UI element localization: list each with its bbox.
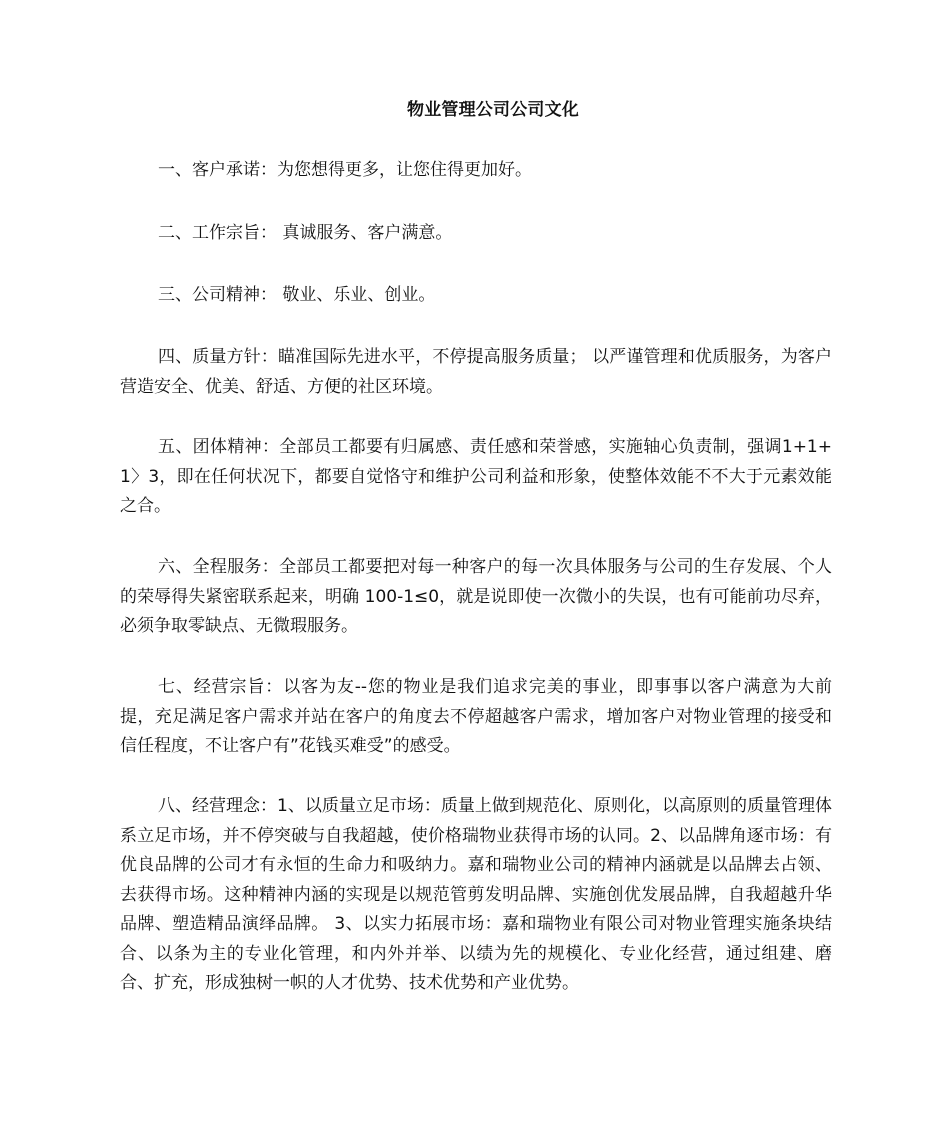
paragraph-team-spirit: 五、团体精神：全部员工都要有归属感、责任感和荣誉感，实施轴心负责制，强调1+1+1〉3，即在任何状况下，都要自觉恪守和维护公司利益和形象，使整体效能不不大于元素效能之合。 (120, 437, 832, 516)
paragraph-work-purpose: 二、工作宗旨： 真诚服务、客户满意。 (158, 223, 453, 243)
paragraph-customer-promise: 一、客户承诺：为您想得更多，让您住得更加好。 (158, 160, 532, 180)
paragraph-full-service: 六、全程服务：全部员工都要把对每一种客户的每一次具体服务与公司的生存发展、个人的荣辱得失紧密联系起来，明确 100-1≤0，就是说即使一次微小的失误，也有可能前功尽弃，必须争取零缺点、无微瑕服务。 (120, 557, 832, 636)
paragraph-business-purpose: 七、经营宗旨：以客为友--您的物业是我们追求完美的事业，即事事以客户满意为大前提，充足满足客户需求并站在客户的角度去不停超越客户需求，增加客户对物业管理的接受和信任程度，不让客户有”花钱买难受”的感受。 (120, 677, 832, 756)
document-title: 物业管理公司公司文化 (407, 100, 579, 120)
paragraph-quality-policy: 四、质量方针：瞄准国际先进水平，不停提高服务质量； 以严谨管理和优质服务，为客户营造安全、优美、舒适、方便的社区环境。 (120, 347, 832, 397)
paragraph-business-philosophy: 八、经营理念：1、以质量立足市场：质量上做到规范化、原则化，以高原则的质量管理体系立足市场，并不停突破与自我超越，使价格瑞物业获得市场的认同。2、以品牌角逐市场：有优良品牌的公司才有永恒的生命力和吸纳力。嘉和瑞物业公司的精神内涵就是以品牌去占领、去获得市场。这种精神内涵的实现是以规范管剪发明品牌、实施创优发展品牌，自我超越升华品牌、塑造精品演绎品牌。 3、以实力拓展市场：嘉和瑞物业有限公司对物业管理实施条块结合、以条为主的专业化管理，和内外并举、以绩为先的规模化、专业化经营，通过组建、磨合、扩充，形成独树一帜的人才优势、技术优势和产业优势。 (120, 796, 832, 993)
paragraph-company-spirit: 三、公司精神： 敬业、乐业、创业。 (158, 285, 436, 305)
